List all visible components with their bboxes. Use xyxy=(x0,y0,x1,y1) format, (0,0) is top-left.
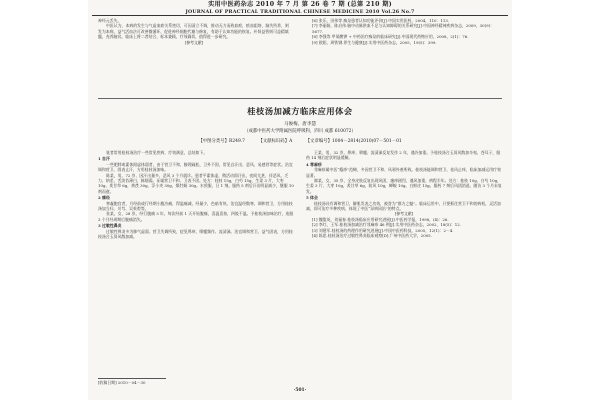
header-rule xyxy=(92,15,508,16)
section-heading: 4 荨麻疹 xyxy=(306,161,322,167)
footnote-rule xyxy=(98,378,166,379)
reference-item: [3] 刘建军.桂枝汤的药理作用研究进展[J].中国中医药科技，2005，12(1)：2－4. xyxy=(312,227,454,233)
article-authors: 马俊梅，唐李慧 xyxy=(283,122,317,127)
section-heading: 1 自汗 xyxy=(98,156,110,162)
received-date: [收稿日期] 2010－04－30 xyxy=(98,380,146,385)
paragraph: 荨麻疹属中医“瘾疹”范畴，多因营卫不和、风邪外袭所致。桂枝汤能调和营卫、祛风止痒，临床加减运用疗效显著。 xyxy=(306,167,501,178)
case-paragraph: 张某，女，28 岁。经行腹痛 3 年，每次经前 1 天开始腹痛，喜温喜按，四肢不温。予桂枝汤加味治疗，连服 3 个月经周期后腹痛消失。 xyxy=(98,211,294,222)
reference-item: [1] 魏俊英，刘福春.桂枝汤临床应用研究进展[J].中医药学报，1998，(4)：26. xyxy=(312,216,449,222)
paragraph: 过敏性鼻炎多为肺气虚弱、营卫失调所致，症见鼻痒、喷嚏频作、流清涕。治宜调和营卫、益气固表，方用桂枝汤合玉屏风散加减。 xyxy=(98,228,293,240)
case-paragraph: 王某，男，32 岁，鼻痒、喷嚏、流清涕反复发作 2 年，遇冷加重。予桂枝汤合玉屏风散加辛夷、苍耳子，服药 14 剂后症状明显缓解。 xyxy=(306,150,501,161)
journal-header xyxy=(88,1,512,15)
section-heading: 2 痛经 xyxy=(98,195,110,201)
intro-paragraph: 笔者常用桂枝汤治疗一些常见疾病，疗效满意，总结如下。 xyxy=(106,150,208,155)
references-heading: [参考文献] xyxy=(394,211,414,217)
article-meta xyxy=(88,138,512,144)
case-paragraph: 陈某，男，72 岁，因汗出量多、恶风 3 个月就诊。患者平素体虚，稍活动即汗出，夜间尤甚，伴恶风、乏力、纳差，舌淡苔薄白，脉细弱。证属营卫不和、卫表不固。处方：桂枝 15g，白芍 15g，生姜 3 片，大枣 10g，炙甘草 6g，黄芪 30g，浮小麦 30g，煅牡蛎 30g。水煎服，日 1 剂。服药 5 剂后汗出明显减少，继服 10 剂而愈。 xyxy=(98,172,294,194)
reference-item: [8] 李强等.甲氧酸钾 + 中药治疗痴呆的临床研究[J].中国现代药物应用，2008，2(1)：76. xyxy=(312,34,469,40)
paragraph: 一些肥胖或素体阳虚体弱者，由于营卫不和，腠理疏松，卫外不固，常见自汗出、恶风、易感冒等症状。治宜调和营卫、固表止汗，方用桂枝汤加味。 xyxy=(98,161,293,173)
paragraph: 中医认为，本病的发生与气虚血瘀关系密切，可因清立不调，推动无力而致血瘀，瘀血阻络，脑失所养，则发为本病。益气活血法可改善微循环、促进神经细胞代谢与修复，有助于认知功能的恢复。补肾益智则可益精填髓，充养脑窍。临床上将二者结合，标本兼顾，疗效确切，值得进一步研究。 xyxy=(98,23,289,40)
article-id: 【文章编号】1004－2814(2010)07－501－01 xyxy=(305,139,402,144)
paragraph: 寒凝胞宫者，月经前或行经期小腹冷痛，得温痛减，经量少，色暗有块。治宜温经散寒、调和营卫，方用桂枝汤加当归、川芎、吴茱萸等。 xyxy=(98,200,293,212)
reference-item: [2] 李红，王军.桂枝汤加减治疗荨麻疹 46 例[J].实用中医药杂志，2002，18(5)：12. xyxy=(312,222,461,228)
section-divider xyxy=(98,98,502,99)
references-heading: [参考文献] xyxy=(184,39,204,45)
paragraph: 神经元丢失。 xyxy=(98,18,122,23)
page-number: ·501· xyxy=(293,388,307,393)
reference-item: [6] 张乐，田伟等.痴呆患者认知功能评价[J].中国实用医药，2004，110：113. xyxy=(312,18,450,23)
previous-article-tail xyxy=(98,18,290,96)
reference-item: [7] 李丽娟，陈启伟.脑中动脉供血不足与认知障碍的关系研究[J].中国神经精神疾病杂志，2009，30(9)：5677. xyxy=(312,23,495,34)
section-heading: 3 过敏性鼻炎 xyxy=(98,223,122,229)
case-paragraph: 廖某，女，35 岁，全身皮肤反复出现风团，瘙痒剧烈，遇风加重，病程半年。处方：桂枝 10g，白芍 10g，生姜 3 片，大枣 10g，炙甘草 6g，防风 10g，蝉蜕 10g，白鲜皮 15g。服药 7 剂后风团消退，随访 3 个月未复发。 xyxy=(306,178,502,194)
reference-item: [9] 欧阳，周铁钢.养生与健康[J].实用中医药杂志，2005，19(5)：399. xyxy=(312,39,437,45)
reference-item: [4] 陈思.桂枝汤治疗过敏性鼻炎临床观察[D].广州中医药大学，2005. xyxy=(312,233,432,239)
article-affiliation: （成都中医药大学附属医院呼吸科，四川 成都 610072） xyxy=(244,129,356,134)
header-english: JOURNAL OF PRACTICAL TRADITIONAL CHINESE MEDICINE 2010 Vol.26 No.7 xyxy=(185,9,415,15)
class-number: 【中图分类号】R249.7 xyxy=(198,139,245,144)
section-heading: 5 体会 xyxy=(306,195,318,201)
header-chinese: 实用中医药杂志 2010 年 7 月 第 26 卷 7 期 (总第 210 期) xyxy=(208,1,392,8)
article-title: 桂枝汤加减方临床应用体会 xyxy=(247,106,353,116)
body-column-right xyxy=(306,150,502,378)
paragraph: 桂枝汤具有调和营卫、解肌发表之功效，被誉为“群方之魁”。临床运用中，只要抓住营卫不和的病机，灵活加减，即可治疗多种疾病，体现了中医“异病同治”的特点。 xyxy=(306,200,501,212)
document-code: 【文献标识码】A xyxy=(258,139,293,144)
previous-references xyxy=(306,18,502,96)
body-column-left xyxy=(98,150,294,378)
